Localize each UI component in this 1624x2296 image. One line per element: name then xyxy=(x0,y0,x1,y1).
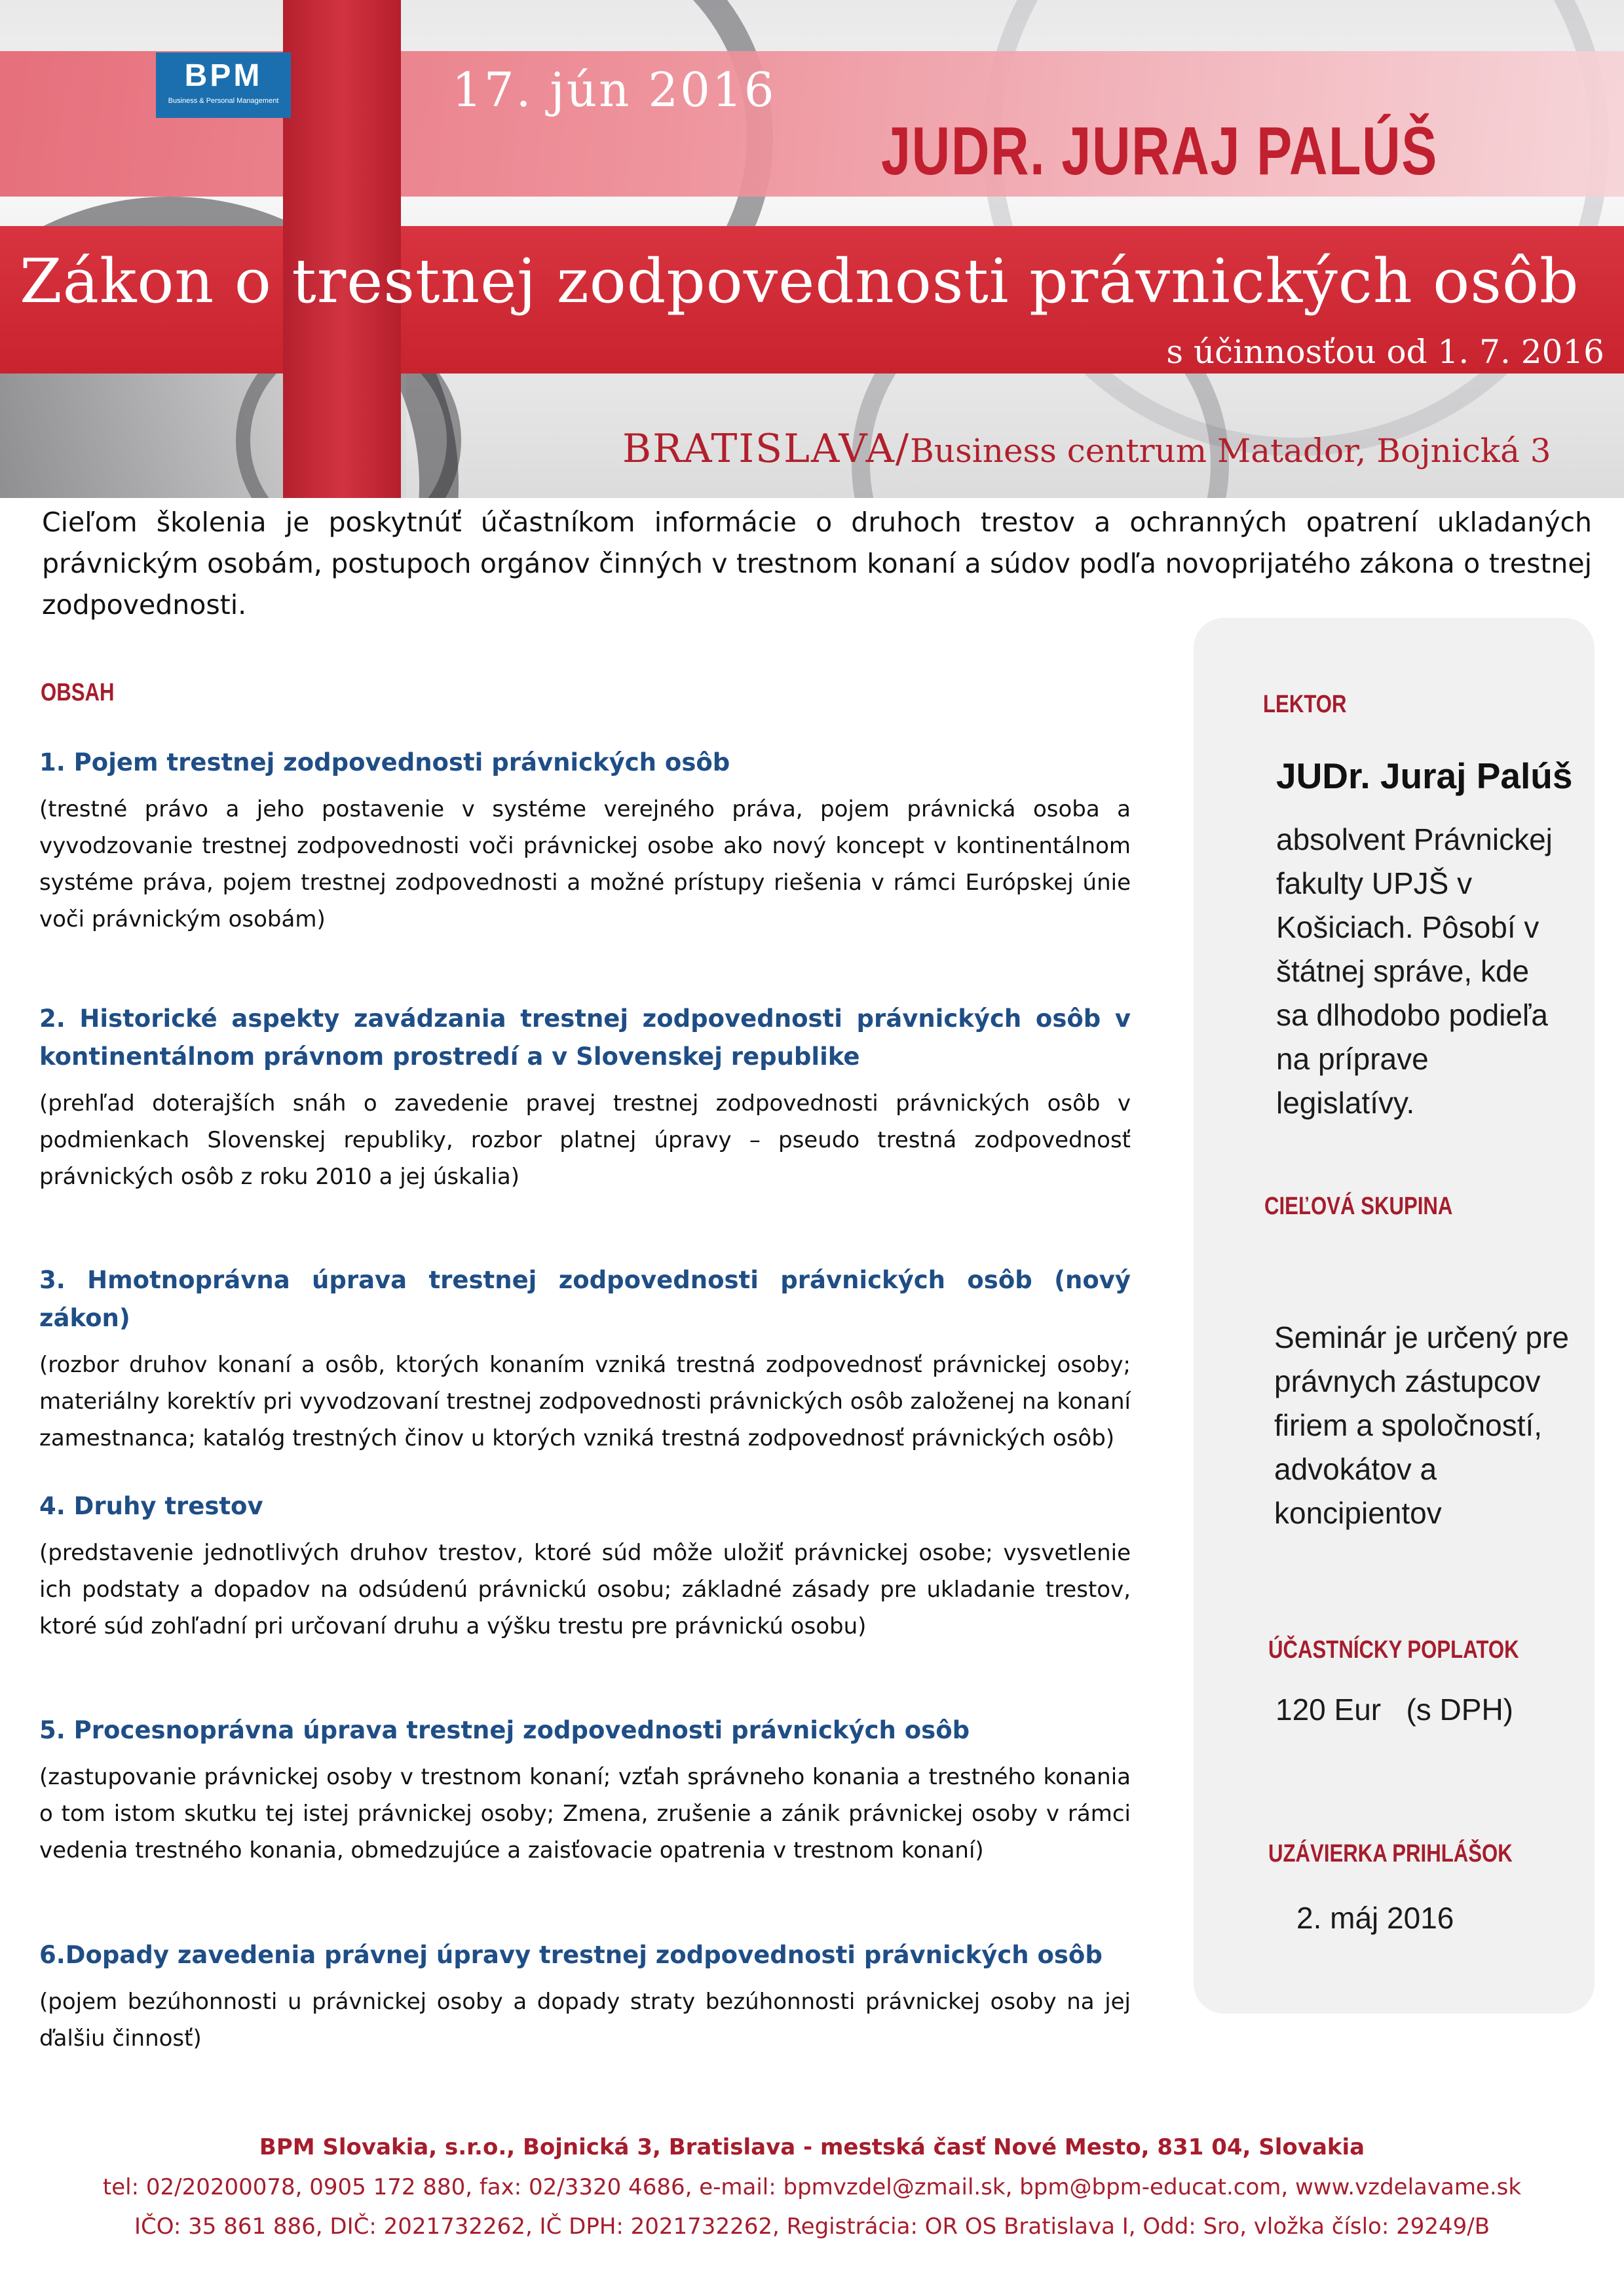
section-title: 5. Procesnoprávna úprava trestnej zodpovednosti právnických osôb xyxy=(39,1716,970,1744)
venue xyxy=(622,426,1551,472)
lektor-bio: absolvent Právnickej fakulty UPJŠ v Košiciach. Pôsobí v štátnej správe, kde sa dlhodobo podieľa na príprave legislatívy. xyxy=(1276,822,1553,1120)
bpm-logo xyxy=(156,52,291,118)
section-description: (predstavenie jednotlivých druhov trestov, ktoré súd môže uložiť právnickej osobe; vysvetlenie ich podstaty a dopadov na odsúdenú právnickú osobu; základné zásady pre ukladanie trestov, ktoré súd zohľadní pri určovaní druhu a výšku trestu pre právnickú osobu) xyxy=(39,1540,1131,1639)
section-description: (pojem bezúhonnosti u právnickej osoby a dopady straty bezúhonnosti právnickej osoby na jej ďalšiu činnosť) xyxy=(39,1989,1131,2052)
target-group-text: Seminár je určený pre právnych zástupcov firiem a spoločností, advokátov a koncipientov xyxy=(1274,1320,1569,1530)
section-title: 2. Historické aspekty zavádzania trestnej zodpovednosti právnických osôb v kontinentálnom právnom prostredí a v Slovenskej republike xyxy=(39,1004,1131,1071)
footer-registration: IČO: 35 861 886, DIČ: 2021732262, IČ DPH: 2021732262, Registrácia: OR OS Bratislava I, Odd: Sro, vložka číslo: 29249/B xyxy=(134,2213,1490,2240)
content-heading: OBSAH xyxy=(41,679,115,706)
target-group-heading: CIEĽOVÁ SKUPINA xyxy=(1264,1193,1453,1220)
content-section xyxy=(39,1712,1131,1869)
section-title: 4. Druhy trestov xyxy=(39,1492,263,1520)
header-banner xyxy=(0,0,1624,498)
event-date: 17. jún 2016 xyxy=(452,62,776,117)
section-title: 6.Dopady zavedenia právnej úpravy trestnej zodpovednosti právnických osôb xyxy=(39,1941,1103,1969)
page-subtitle: s účinnosťou od 1. 7. 2016 xyxy=(1166,333,1604,371)
logo-text: BPM xyxy=(184,58,263,93)
section-title: 3. Hmotnoprávna úprava trestnej zodpovednosti právnických osôb (nový zákon) xyxy=(39,1266,1131,1332)
deadline-text: 2. máj 2016 xyxy=(1296,1901,1454,1935)
content-section xyxy=(39,744,1131,938)
section-description: (zastupovanie právnickej osoby v trestnom konaní; vzťah správneho konania a trestného konania o tom istom skutku tej istej právnickej osoby; Zmena, zrušenie a zánik právnickej osoby v rámci vedenia trestného konania, obmedzujúce a zaisťovacie opatrenia v trestnom konaní) xyxy=(39,1764,1131,1864)
intro-paragraph: Cieľom školenia je poskytnúť účastníkom informácie o druhoch trestov a ochranných opatrení ukladaných právnickým osobám, postupoch orgánov činných v trestnom konaní a súdov podľa novoprijatého zákona o trestnej zodpovednosti. xyxy=(42,507,1592,621)
lektor-heading: LEKTOR xyxy=(1263,691,1347,718)
venue-city: BRATISLAVA/ xyxy=(622,426,911,472)
logo-subtext: Business & Personal Management xyxy=(168,97,279,105)
section-title: 1. Pojem trestnej zodpovednosti právnických osôb xyxy=(39,748,730,776)
page-title: Zákon o trestnej zodpovednosti právnických osôb xyxy=(20,246,1579,316)
content-section xyxy=(39,1487,1131,1645)
deadline-heading: UZÁVIERKA PRIHLÁŠOK xyxy=(1268,1840,1513,1867)
speaker-name: JUDR. JURAJ PALÚŠ xyxy=(881,113,1438,189)
content-section xyxy=(39,1000,1131,1195)
section-description: (trestné právo a jeho postavenie v systéme verejného práva, pojem právnická osoba a vyvodzovanie trestnej zodpovednosti voči právnickej osobe ako nový koncept v kontinentálnom systéme práva, pojem trestnej zodpovednosti a možné prístupy riešenia v rámci Európskej únie voči právnickým osobám) xyxy=(39,796,1131,932)
fee-heading: ÚČASTNÍCKY POPLATOK xyxy=(1268,1636,1519,1664)
footer-contacts: tel: 02/20200078, 0905 172 880, fax: 02/3320 4686, e-mail: bpmvzdel@zmail.sk, bpm@bpm-educat.com, www.vzdelavame.sk xyxy=(102,2174,1522,2200)
content-section xyxy=(39,1936,1131,2057)
fee-text: 120 Eur (s DPH) xyxy=(1275,1693,1513,1727)
lektor-name: JUDr. Juraj Palúš xyxy=(1276,756,1573,796)
section-description: (prehľad doterajších snáh o zavedenie pravej trestnej zodpovednosti právnických osôb v podmienkach Slovenskej republiky, rozbor platnej úpravy – pseudo trestná zodpovednosť právnických osôb z roku 2010 a jej úskalia) xyxy=(39,1090,1131,1190)
section-description: (rozbor druhov konaní a osôb, ktorých konaním vzniká trestná zodpovednosť právnickej osoby; materiálny korektív pri vyvodzovaní trestnej zodpovednosti právnických osôb založenej na konaní zamestnanca; katalóg trestných činov u ktorých vzniká trestná zodpovednosť právnických osôb) xyxy=(39,1352,1131,1451)
content-section xyxy=(39,1261,1131,1457)
venue-place: Business centrum Matador, Bojnická 3 xyxy=(910,432,1551,470)
footer-company: BPM Slovakia, s.r.o., Bojnická 3, Bratislava - mestská časť Nové Mesto, 831 04, Slovakia xyxy=(259,2134,1365,2160)
